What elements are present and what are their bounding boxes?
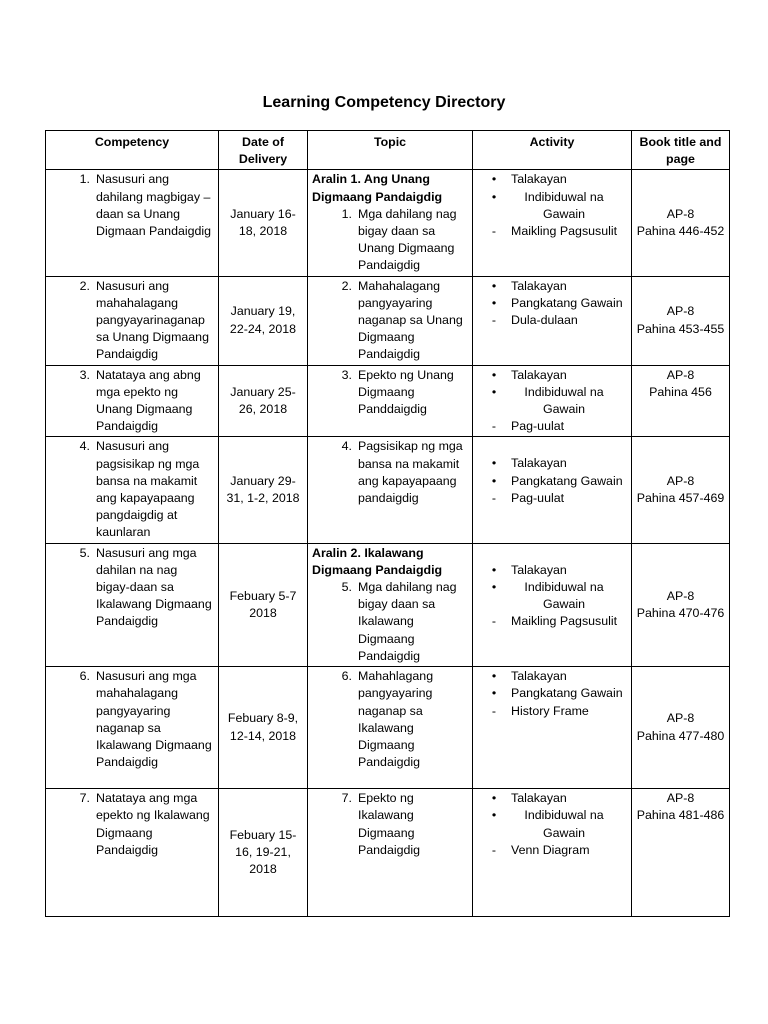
activity-cell xyxy=(473,365,632,437)
date-cell xyxy=(219,276,308,365)
activity-text: Dula-dulaan xyxy=(511,313,578,328)
activity-text: Maikling Pagsusulit xyxy=(511,614,618,629)
topic-number: 6. xyxy=(341,669,352,684)
activity-item xyxy=(477,790,627,807)
table-row xyxy=(46,437,730,543)
delivery-date: January 16-18, 2018 xyxy=(230,206,296,239)
book-cell xyxy=(632,789,730,917)
table-row xyxy=(46,170,730,276)
date-cell xyxy=(219,365,308,437)
competency-number: 6. xyxy=(79,669,90,684)
activity-text: Indibiduwal na Gawain xyxy=(524,579,604,612)
topic-cell xyxy=(308,170,473,276)
date-cell xyxy=(219,789,308,917)
activity-text: History Frame xyxy=(511,703,589,718)
topic-text: Mga dahilang nag bigay daan sa Ikalawang Digmaang Pandaigdig xyxy=(358,580,457,663)
activity-cell xyxy=(473,543,632,666)
book-page: Pahina 457-469 xyxy=(636,491,725,506)
competency-number: 1. xyxy=(79,172,90,187)
topic-number: 1. xyxy=(341,206,352,221)
competency-text: Nasusuri ang mga dahilan na nag bigay-daan sa Ikalawang Digmaang Pandaigdig xyxy=(96,545,212,629)
topic-text: Epekto ng Unang Digmaang Panddaigdig xyxy=(358,367,454,417)
bullet-icon: • xyxy=(491,278,497,293)
header-row xyxy=(46,131,730,170)
book-title: AP-8 xyxy=(666,473,695,488)
activity-cell xyxy=(473,789,632,917)
bullet-icon: • xyxy=(491,808,497,823)
topic-cell xyxy=(308,543,473,666)
topic-text: Pagsisikap ng mga bansa na makamit ang kapayapaang pandaigdig xyxy=(358,439,463,506)
book-page: Pahina 470-476 xyxy=(636,605,725,620)
activity-text: Maikling Pagsusulit xyxy=(511,224,618,239)
activity-cell xyxy=(473,276,632,365)
competency-number: 4. xyxy=(79,439,90,454)
topic-text: Mahahalagang pangyayaring naganap sa Unang Digmaang Pandaigdig xyxy=(358,278,463,362)
competency-text: Nasusuri ang mahahalagang pangyayarinaganap sa Unang Digmaang Pandaigdig xyxy=(96,278,209,362)
book-title: AP-8 xyxy=(666,304,695,319)
competency-number: 7. xyxy=(79,791,90,806)
activity-text: Indibiduwal na Gawain xyxy=(524,808,604,840)
competency-number: 2. xyxy=(79,278,90,293)
activity-text: Pangkatang Gawain xyxy=(511,473,623,488)
bullet-icon: • xyxy=(491,367,497,382)
book-cell xyxy=(632,543,730,666)
activity-item xyxy=(477,418,627,435)
dash-icon: - xyxy=(491,313,497,328)
dash-icon: - xyxy=(491,490,497,505)
activity-text: Pag-uulat xyxy=(511,419,565,434)
bullet-icon: • xyxy=(491,562,497,577)
bullet-icon: • xyxy=(491,579,497,594)
competency-number: 3. xyxy=(79,367,90,382)
topic-number: 7. xyxy=(341,791,352,806)
topic-cell xyxy=(308,365,473,437)
bullet-icon: • xyxy=(491,473,497,488)
bullet-icon: • xyxy=(491,189,497,204)
activity-item xyxy=(477,613,627,630)
lesson-heading: Aralin 2. Ikalawang Digmaang Pandaigdig xyxy=(312,545,443,577)
activity-item xyxy=(477,455,627,472)
book-cell xyxy=(632,276,730,365)
table-row xyxy=(46,365,730,437)
book-title: AP-8 xyxy=(666,367,695,382)
header-activity: Activity xyxy=(473,131,632,170)
delivery-date: Febuary 8-9, 12-14, 2018 xyxy=(227,711,299,743)
document-title: Learning Competency Directory xyxy=(262,94,506,111)
activity-cell xyxy=(473,170,632,276)
activity-item xyxy=(477,562,627,579)
activity-item xyxy=(477,579,627,613)
book-page: Pahina 446-452 xyxy=(636,224,725,239)
competency-text: Nasusuri ang mga mahahalagang pangyayaring naganap sa Ikalawang Digmaang Pandaigdig xyxy=(96,669,212,770)
topic-text: Epekto ng Ikalawang Digmaang Pandaigdig xyxy=(358,791,421,857)
activity-text: Talakayan xyxy=(511,367,567,382)
activity-item xyxy=(477,171,627,188)
table-row xyxy=(46,543,730,666)
header-book: Book title and page xyxy=(632,131,730,170)
activity-item xyxy=(477,384,627,418)
activity-text: Indibiduwal na Gawain xyxy=(524,189,604,221)
activity-item xyxy=(477,189,627,223)
delivery-date: Febuary 5-7 2018 xyxy=(229,588,297,620)
activity-cell xyxy=(473,667,632,789)
activity-text: Pangkatang Gawain xyxy=(511,295,623,310)
competency-cell xyxy=(46,789,219,917)
bullet-icon: • xyxy=(491,669,497,684)
topic-cell xyxy=(308,667,473,789)
topic-text: Mahahlagang pangyayaring naganap sa Ikalawang Digmaang Pandaigdig xyxy=(358,669,434,770)
header-competency: Competency xyxy=(46,131,219,170)
date-cell xyxy=(219,170,308,276)
activity-text: Talakayan xyxy=(511,791,567,806)
activity-item xyxy=(477,668,627,685)
activity-text: Pangkatang Gawain xyxy=(511,686,623,701)
table-row xyxy=(46,667,730,789)
dash-icon: - xyxy=(491,614,497,629)
book-page: Pahina 477-480 xyxy=(636,728,725,743)
topic-text: Mga dahilang nag bigay daan sa Unang Digmaang Pandaigdig xyxy=(358,206,457,273)
activity-cell xyxy=(473,437,632,543)
dash-icon: - xyxy=(491,703,497,718)
topic-number: 5. xyxy=(341,580,352,595)
competency-cell xyxy=(46,543,219,666)
activity-text: Talakayan xyxy=(511,669,567,684)
activity-item xyxy=(477,223,627,240)
activity-item xyxy=(477,295,627,312)
bullet-icon: • xyxy=(491,686,497,701)
book-title: AP-8 xyxy=(666,206,695,221)
topic-number: 2. xyxy=(341,278,352,293)
bullet-icon: • xyxy=(491,791,497,806)
competency-text: Natataya ang mga epekto ng Ikalawang Digmaang Pandaigdig xyxy=(96,791,210,857)
book-title: AP-8 xyxy=(666,588,695,603)
book-page: Pahina 453-455 xyxy=(636,321,725,336)
activity-item xyxy=(477,842,627,859)
delivery-date: January 25-26, 2018 xyxy=(230,384,296,417)
activity-text: Indibiduwal na Gawain xyxy=(524,384,604,417)
activity-item xyxy=(477,367,627,384)
bullet-icon: • xyxy=(491,384,497,399)
delivery-date: Febuary 15-16, 19-21, 2018 xyxy=(229,827,297,877)
activity-item xyxy=(477,473,627,490)
activity-text: Talakayan xyxy=(511,562,567,577)
activity-text: Venn Diagram xyxy=(511,842,590,857)
competency-cell xyxy=(46,276,219,365)
book-page: Pahina 481-486 xyxy=(636,808,725,823)
competency-table xyxy=(45,130,730,917)
topic-cell xyxy=(308,437,473,543)
topic-cell xyxy=(308,276,473,365)
bullet-icon: • xyxy=(491,295,497,310)
book-title: AP-8 xyxy=(666,711,695,726)
topic-cell xyxy=(308,789,473,917)
activity-text: Pag-uulat xyxy=(511,490,565,505)
date-cell xyxy=(219,437,308,543)
competency-number: 5. xyxy=(79,545,90,560)
competency-cell xyxy=(46,170,219,276)
header-date: Date of Delivery xyxy=(219,131,308,170)
book-page: Pahina 456 xyxy=(649,384,712,399)
delivery-date: January 19, 22-24, 2018 xyxy=(229,304,297,336)
header-topic: Topic xyxy=(308,131,473,170)
book-title: AP-8 xyxy=(666,791,695,806)
table-row xyxy=(46,276,730,365)
competency-text: Nasusuri ang pagsisikap ng mga bansa na makamit ang kapayapaang pangdaigdig at kaunlaran xyxy=(96,439,200,540)
bullet-icon: • xyxy=(491,172,497,187)
competency-text: Natataya ang abng mga epekto ng Unang Digmaang Pandaigdig xyxy=(96,367,201,434)
activity-item xyxy=(477,278,627,295)
activity-item xyxy=(477,685,627,702)
book-cell xyxy=(632,170,730,276)
activity-item xyxy=(477,807,627,841)
dash-icon: - xyxy=(491,419,497,434)
dash-icon: - xyxy=(491,842,497,857)
activity-text: Talakayan xyxy=(511,456,567,471)
activity-text: Talakayan xyxy=(511,278,567,293)
competency-cell xyxy=(46,437,219,543)
competency-cell xyxy=(46,667,219,789)
date-cell xyxy=(219,543,308,666)
table-row xyxy=(46,789,730,917)
delivery-date: January 29-31, 1-2, 2018 xyxy=(226,473,300,506)
lesson-heading: Aralin 1. Ang Unang Digmaang Pandaigdig xyxy=(312,172,443,204)
book-cell xyxy=(632,365,730,437)
competency-cell xyxy=(46,365,219,437)
activity-text: Talakayan xyxy=(511,172,567,187)
bullet-icon: • xyxy=(491,456,497,471)
topic-number: 4. xyxy=(341,439,352,454)
activity-item xyxy=(477,312,627,329)
topic-number: 3. xyxy=(341,367,352,382)
activity-item xyxy=(477,490,627,507)
dash-icon: - xyxy=(491,224,497,239)
activity-item xyxy=(477,703,627,720)
book-cell xyxy=(632,437,730,543)
book-cell xyxy=(632,667,730,789)
date-cell xyxy=(219,667,308,789)
competency-text: Nasusuri ang dahilang magbigay –daan sa Unang Digmaan Pandaigdig xyxy=(96,172,212,239)
